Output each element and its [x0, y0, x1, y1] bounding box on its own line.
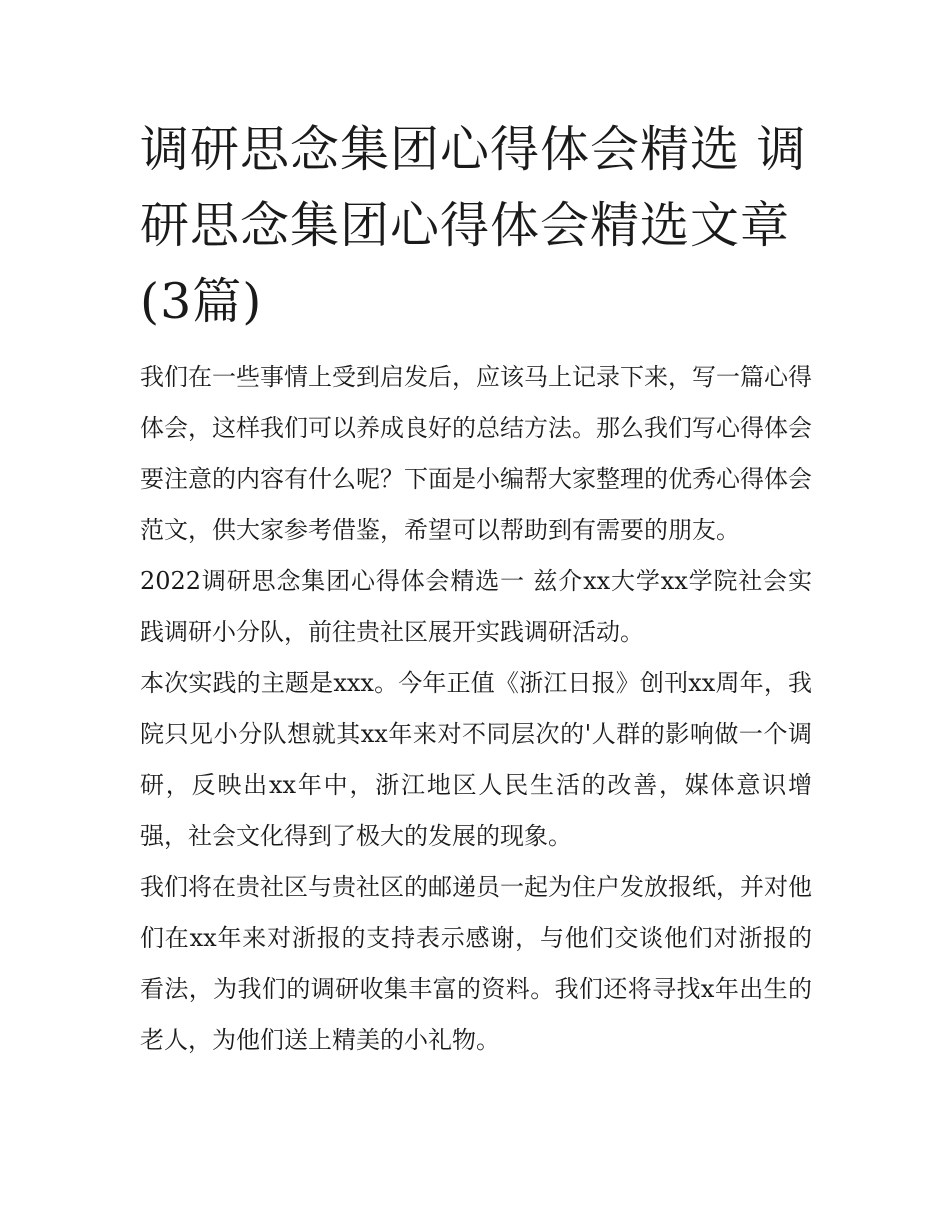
paragraph-2: 本次实践的主题是xxx。今年正值《浙江日报》创刊xx周年，我院只见小分队想就其xx年来对不同层次的'人群的影响做一个调研，反映出xx年中，浙江地区人民生活的改善，媒体意识增强，社会文化得到了极大的发展的现象。 [140, 669, 812, 850]
paragraph-3: 我们将在贵社区与贵社区的邮递员一起为住户发放报纸，并对他们在xx年来对浙报的支持表示感谢，与他们交谈他们对浙报的看法，为我们的调研收集丰富的资料。我们还将寻找x年出生的老人，为他们送上精美的小礼物。 [140, 873, 812, 1054]
paragraph-1: 2022调研思念集团心得体会精选一 兹介xx大学xx学院社会实践调研小分队，前往贵社区展开实践调研活动。 [140, 567, 812, 646]
document-title: 调研思念集团心得体会精选 调研思念集团心得体会精选文章(3篇) [140, 121, 807, 330]
document-page [140, 112, 812, 1066]
paragraph-intro: 我们在一些事情上受到启发后，应该马上记录下来，写一篇心得体会，这样我们可以养成良好的总结方法。那么我们写心得体会要注意的内容有什么呢？下面是小编帮大家整理的优秀心得体会范文，供大家参考借鉴，希望可以帮助到有需要的朋友。 [140, 363, 812, 544]
